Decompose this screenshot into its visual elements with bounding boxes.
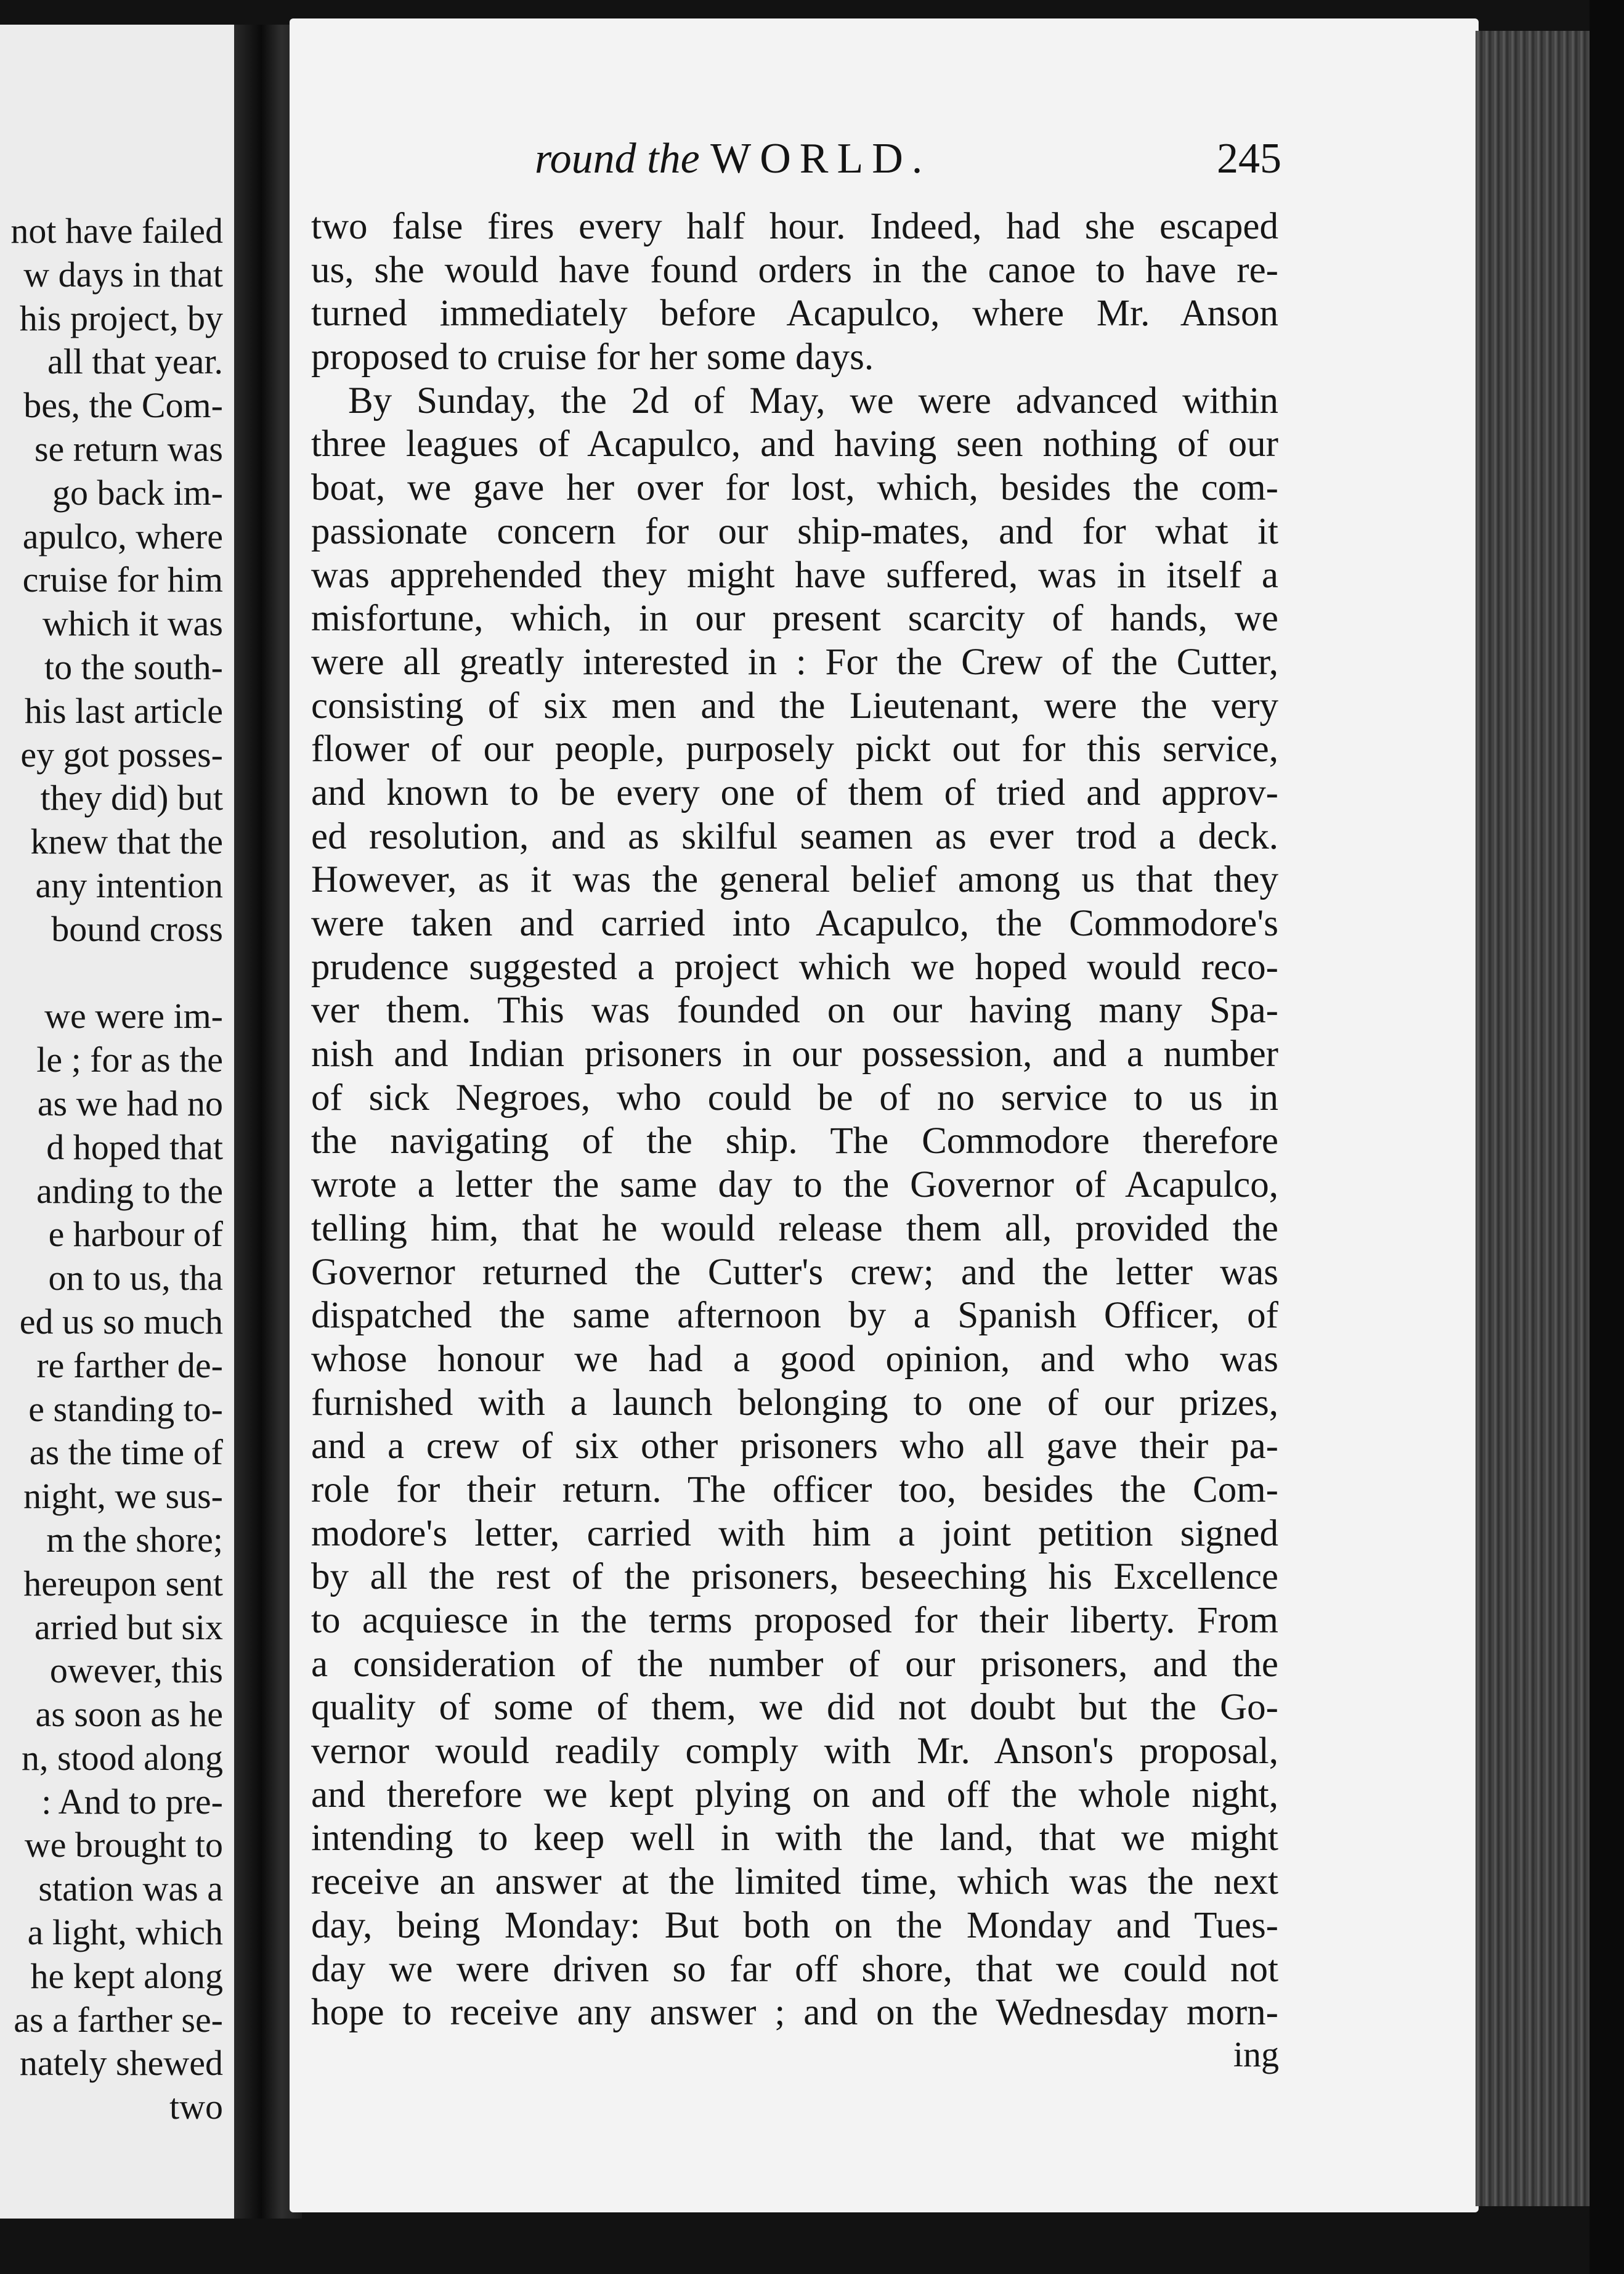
left-page-line: two	[169, 2087, 223, 2127]
scan-border	[1589, 0, 1624, 2274]
left-page-line: se return was	[34, 428, 223, 469]
left-page-line: as soon as he	[35, 1694, 223, 1735]
body-line: by all the rest of the prisoners, beseeching his Excellence	[311, 1556, 1278, 1598]
left-page-line: : And to pre-	[41, 1781, 223, 1822]
body-line: dispatched the same afternoon by a Spanish Officer, of	[311, 1295, 1278, 1337]
body-line: to acquiesce in the terms proposed for their liberty. From	[311, 1600, 1278, 1641]
body-line: and therefore we kept plying on and off the whole night,	[311, 1774, 1278, 1816]
left-page-line: his project, by	[19, 298, 223, 338]
body-line: By Sunday, the 2d of May, we were advanced within	[348, 380, 1278, 422]
left-page-line: as we had no	[37, 1083, 223, 1123]
body-line: quality of some of them, we did not doubt but the Go-	[311, 1687, 1278, 1729]
left-page-line: they did) but	[40, 778, 223, 818]
body-line: boat, we gave her over for lost, which, besides the com-	[311, 467, 1278, 509]
left-page-line: cruise for him	[22, 560, 223, 600]
body-line: receive an answer at the limited time, which was the next	[311, 1861, 1278, 1903]
left-page-line: e standing to-	[28, 1388, 223, 1429]
left-page-line: he kept along	[30, 1955, 223, 1996]
left-page-line: his last article	[24, 690, 223, 731]
body-line: wrote a letter the same day to the Governor of Acapulco,	[311, 1164, 1278, 1206]
left-page-line: not have failed	[10, 211, 223, 251]
body-line: of sick Negroes, who could be of no service to us in	[311, 1077, 1278, 1119]
left-page-line: all that year.	[47, 341, 223, 382]
body-line: Governor returned the Cutter's crew; and the letter was	[311, 1251, 1278, 1293]
left-page-line: d hoped that	[46, 1127, 223, 1167]
left-page-line: on to us, tha	[48, 1258, 223, 1298]
left-page-line: night, we sus-	[23, 1476, 223, 1517]
left-page-line: as a farther se-	[14, 1999, 223, 2040]
left-page-line: ey got posses-	[20, 734, 223, 775]
left-page-text	[0, 210, 223, 2129]
body-line: day we were driven so far off shore, that we could not	[311, 1948, 1278, 1990]
body-line: turned immediately before Acapulco, where Mr. Anson	[311, 293, 1278, 335]
body-line: ver them. This was founded on our having many Spa-	[311, 990, 1278, 1032]
left-page-line: le ; for as the	[36, 1040, 223, 1080]
body-line: modore's letter, carried with him a joint petition signed	[311, 1512, 1278, 1554]
running-title-world: WORLD.	[710, 135, 932, 182]
left-page-line: any intention	[35, 865, 223, 905]
body-line: prudence suggested a project which we hoped would reco-	[311, 946, 1278, 988]
body-line: day, being Monday: But both on the Monday and Tues-	[311, 1904, 1278, 1946]
body-line: whose honour we had a good opinion, and who was	[311, 1338, 1278, 1380]
left-page	[0, 25, 234, 2219]
left-page-line: we were im-	[44, 996, 223, 1037]
running-title	[535, 134, 931, 184]
body-line: us, she would have found orders in the canoe to have re-	[311, 249, 1278, 291]
left-page-line: apulco, where	[22, 516, 223, 556]
left-page-line: to the south-	[44, 646, 223, 687]
body-line: were all greatly interested in : For the Crew of the Cutter,	[311, 641, 1278, 683]
body-line: were taken and carried into Acapulco, the Commodore's	[311, 903, 1278, 944]
running-title-text: round the	[535, 135, 700, 182]
body-line: a consideration of the number of our prisoners, and the	[311, 1643, 1278, 1685]
left-page-line: bound cross	[51, 908, 223, 949]
page-number: 245	[1217, 135, 1281, 182]
body-line: furnished with a launch belonging to one of our prizes,	[311, 1382, 1278, 1424]
left-page-line: go back im-	[52, 472, 223, 513]
body-line: was apprehended they might have suffered, was in itself a	[311, 554, 1278, 596]
left-page-line: which it was	[42, 603, 223, 644]
body-line: telling him, that he would release them all, provided the	[311, 1207, 1278, 1249]
body-line: passionate concern for our ship-mates, and for what it	[311, 510, 1278, 552]
body-line: the navigating of the ship. The Commodore therefore	[311, 1120, 1278, 1162]
left-page-line: owever, this	[49, 1650, 223, 1691]
body-line: hope to receive any answer ; and on the Wednesday morn-	[311, 1992, 1278, 2034]
body-line: flower of our people, purposely pickt out for this service,	[311, 728, 1278, 770]
body-line: intending to keep well in with the land, that we might	[311, 1817, 1278, 1859]
left-page-line: station was a	[38, 1869, 223, 1909]
page-header	[530, 134, 1281, 190]
body-line: misfortune, which, in our present scarcity of hands, we	[311, 598, 1278, 640]
body-line: However, as it was the general belief among us that they	[311, 859, 1278, 901]
body-line: and a crew of six other prisoners who all gave their pa-	[311, 1425, 1278, 1467]
left-page-line: ed us so much	[19, 1301, 223, 1342]
left-page-line: bes, the Com-	[23, 385, 223, 426]
left-page-line: anding to the	[36, 1170, 223, 1211]
left-page-line: e harbour of	[48, 1214, 223, 1255]
body-text	[311, 205, 1278, 2035]
left-page-line: n, stood along	[21, 1737, 223, 1778]
left-page-line: knew that the	[30, 821, 223, 862]
body-line: two false fires every half hour. Indeed, had she escaped	[311, 206, 1278, 247]
left-page-line: hereupon sent	[23, 1563, 223, 1604]
catchword: ing	[1233, 2034, 1279, 2074]
body-line: nish and Indian prisoners in our possession, and a number	[311, 1033, 1278, 1075]
left-page-line: we brought to	[24, 1825, 223, 1865]
body-line: proposed to cruise for her some days.	[311, 336, 874, 378]
left-page-line: nately shewed	[19, 2043, 223, 2084]
left-page-line: as the time of	[29, 1432, 223, 1473]
left-page-line: w days in that	[23, 254, 223, 295]
body-line: three leagues of Acapulco, and having seen nothing of our	[311, 423, 1278, 465]
body-line: consisting of six men and the Lieutenant, were the very	[311, 685, 1278, 727]
page-edges	[1476, 31, 1589, 2206]
left-page-line: re farther de-	[36, 1345, 223, 1385]
body-line: and known to be every one of them of tried and approv-	[311, 772, 1278, 813]
body-line: vernor would readily comply with Mr. Anson's proposal,	[311, 1730, 1278, 1772]
left-page-line: arried but six	[34, 1607, 223, 1647]
left-page-line: a light, which	[27, 1912, 223, 1953]
left-page-line: m the shore;	[46, 1519, 223, 1560]
body-line: ed resolution, and as skilful seamen as ever trod a deck.	[311, 815, 1278, 857]
body-line: role for their return. The officer too, besides the Com-	[311, 1469, 1278, 1510]
